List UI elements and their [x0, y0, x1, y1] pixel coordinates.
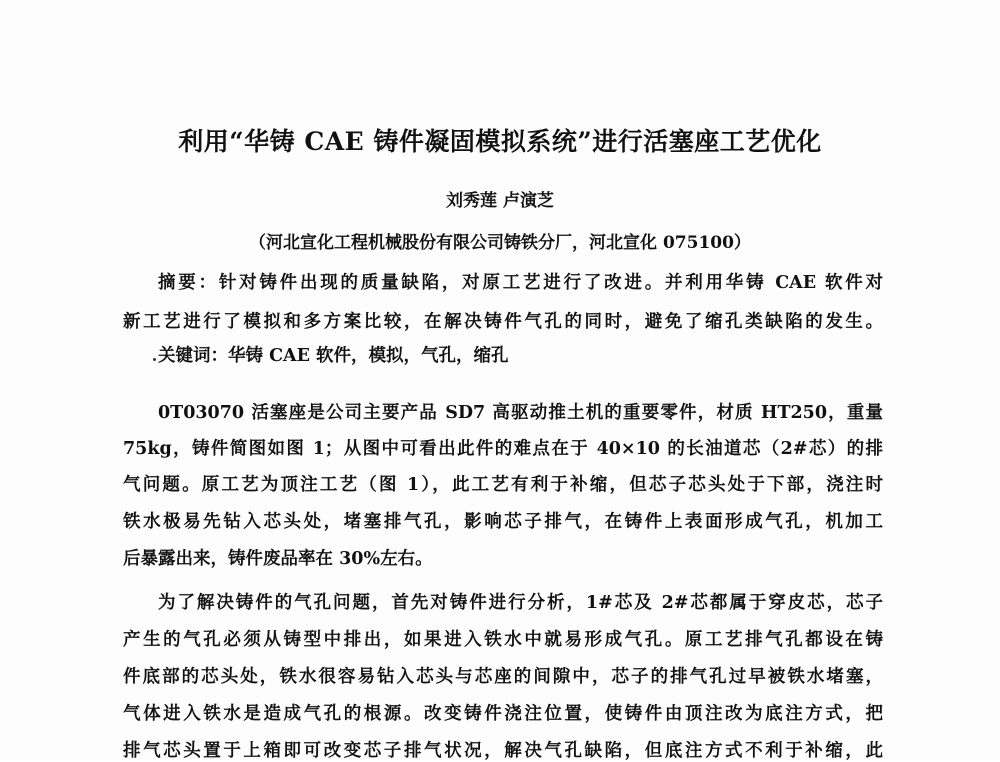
body-p2-line-3: 件底部的芯头处，铁水很容易钻入芯头与芯座的间隙中，芯子的排气孔过早被铁水堵塞，: [123, 667, 883, 687]
body-p2-line-5: 排气芯头置于上箱即可改变芯子排气状况，解决气孔缺陷，但底注方式不利于补缩，此: [123, 741, 883, 761]
body-p1-line-1: 0T03070 活塞座是公司主要产品 SD7 高驱动推土机的重要零件，材质 HT250，重量: [158, 403, 883, 423]
abstract-line-2: 新工艺进行了模拟和多方案比较，在解决铸件气孔的同时，避免了缩孔类缺陷的发生。: [123, 312, 883, 332]
body-p2-line-1: 为了解决铸件的气孔问题，首先对铸件进行分析，1#芯及 2#芯都属于穿皮芯，芯子: [158, 593, 883, 613]
keywords-text: 华铸 CAE 软件，模拟，气孔，缩孔: [228, 346, 509, 366]
abstract-line-1: [158, 272, 883, 294]
body-p1-line-2: 75kg，铸件简图如图 1；从图中可看出此件的难点在于 40×10 的长油道芯（2#芯）的排: [123, 439, 883, 459]
body-p1-line-3: 气问题。原工艺为顶注工艺（图 1），此工艺有利于补缩，但芯子芯头处于下部，浇注时: [123, 475, 883, 495]
paper-affiliation: （河北宣化工程机械股份有限公司铸铁分厂，河北宣化 075100）: [249, 233, 751, 253]
keywords-label: 关键词：: [158, 346, 228, 366]
paper-title: 利用“华铸 CAE 铸件凝固模拟系统”进行活塞座工艺优化: [178, 127, 822, 156]
body-p2-line-4: 气体进入铁水是造成气孔的根源。改变铸件浇注位置，使铸件由顶注改为底注方式，把: [123, 704, 883, 724]
body-p2-line-2: 产生的气孔必须从铸型中排出，如果进入铁水中就易形成气孔。原工艺排气孔都设在铸: [123, 630, 883, 650]
keywords-line: [158, 345, 883, 367]
body-p1-line-4: 铁水极易先钻入芯头处，堵塞排气孔，影响芯子排气，在铸件上表面形成气孔，机加工: [123, 512, 883, 532]
scan-speck: [153, 358, 156, 361]
abstract-label: 摘要：: [158, 273, 219, 293]
abstract-text-1: 针对铸件出现的质量缺陷，对原工艺进行了改进。并利用华铸 CAE 软件对: [218, 273, 884, 293]
body-p1-line-5: 后暴露出来，铸件废品率在 30%左右。: [123, 549, 433, 569]
paper-authors: 刘秀莲 卢演芝: [446, 191, 554, 211]
